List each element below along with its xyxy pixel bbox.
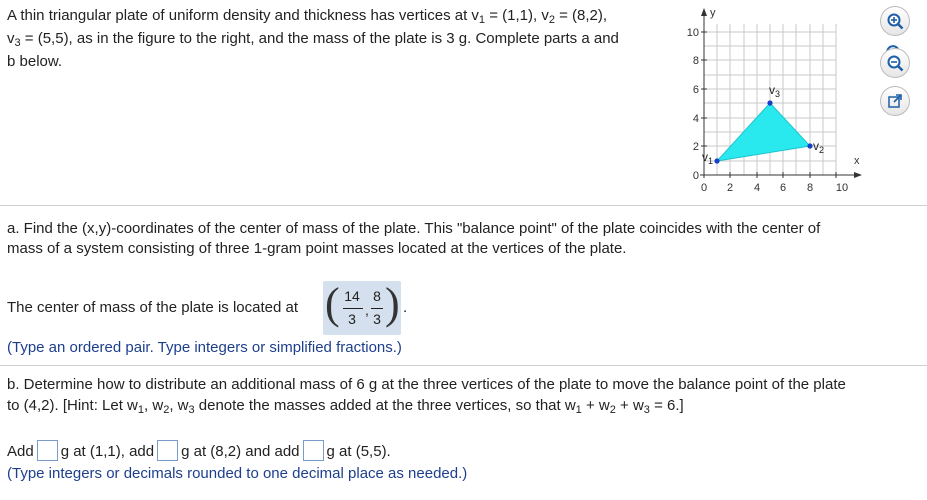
divider-middle: [0, 365, 927, 366]
problem-line-3: b below.: [7, 53, 63, 70]
y-tick-6: 6: [692, 84, 699, 96]
x-tick-2: 2: [726, 182, 734, 194]
part-b-line-2: to (4,2). [Hint: Let $w_1$, $w_2$, $w_3$ denote the masses added at the three vertices, so that $w_1 + w_2 + w_3 = 6$.]: [7, 397, 684, 416]
part-a-question: [7, 219, 922, 259]
vertex-v1-label: $v_1$: [702, 150, 714, 166]
popout-icon[interactable]: [880, 86, 910, 116]
answer-separator: ,: [365, 302, 369, 318]
x-fraction-bar: [343, 308, 363, 309]
y-denominator: 3: [373, 311, 381, 327]
x-tick-0: 0: [700, 182, 708, 194]
y-tick-8: 8: [692, 55, 699, 67]
y-tick-2: 2: [692, 141, 699, 153]
part-a-line-1: a. Find the (x,y)-coordinates of the center of mass of the plate. This "balance point" of the plate coincides with the center of: [7, 220, 821, 237]
x-tick-8: 8: [806, 182, 814, 194]
answer-period: .: [403, 299, 408, 316]
vertex-v3-label: $v_3$: [769, 83, 781, 99]
left-paren: (: [325, 279, 340, 328]
y-tick-10: 10: [686, 27, 699, 39]
part-b-hint: (Type integers or decimals rounded to one decimal place as needed.): [7, 465, 468, 482]
right-paren: ): [385, 279, 400, 328]
zoom-out-icon[interactable]: [880, 48, 910, 78]
mass-distribution-row: [7, 440, 391, 461]
x-tick-10: 10: [835, 182, 849, 194]
problem-statement: [7, 4, 687, 73]
x-axis-label: x: [854, 155, 860, 167]
y-axis-arrow: [701, 8, 707, 16]
problem-line-2: $v_3 = (5,5)$, as in the figure to the right, and the mass of the plate is 3 g. Complete parts a and: [7, 30, 619, 49]
x-tick-4: 4: [753, 182, 761, 194]
triangle-graph: [672, 0, 872, 200]
y-axis-label: y: [710, 7, 716, 19]
mass-input-v2[interactable]: [157, 440, 178, 461]
x-tick-6: 6: [779, 182, 787, 194]
part-b-line-1: b. Determine how to distribute an additional mass of 6 g at the three vertices of the plate to move the balance point of the plate: [7, 376, 846, 393]
vertex-v2-point: [807, 143, 812, 148]
problem-line-1: A thin triangular plate of uniform density and thickness has vertices at $v_1 = (1,1)$, $v_2 = (8,2)$,: [7, 7, 608, 26]
vertex-v3-point: [767, 100, 772, 105]
vertex-v1-point: [714, 158, 719, 163]
center-of-mass-answer[interactable]: [323, 281, 401, 335]
at-v2-label: g at (8,2) and add: [181, 443, 300, 460]
x-denominator: 3: [348, 311, 356, 327]
add-label: Add: [7, 443, 34, 460]
mass-input-v1[interactable]: [37, 440, 58, 461]
y-tick-0: 0: [692, 170, 699, 182]
part-a-hint: (Type an ordered pair. Type integers or simplified fractions.): [7, 339, 402, 356]
answer-label: The center of mass of the plate is located at: [7, 299, 298, 316]
at-v3-label: g at (5,5).: [326, 443, 391, 460]
x-axis-arrow: [854, 172, 862, 178]
part-a-line-2: mass of a system consisting of three 1-gram point masses located at the vertices of the plate.: [7, 240, 627, 257]
part-b-question: [7, 374, 922, 416]
vertex-v2-label: $v_2$: [813, 139, 825, 155]
y-fraction-bar: [371, 308, 383, 309]
divider-top: [0, 205, 927, 206]
y-tick-4: 4: [692, 113, 699, 125]
x-numerator: 14: [344, 288, 360, 304]
zoom-in-icon[interactable]: [880, 6, 910, 36]
at-v1-label: g at (1,1), add: [60, 443, 155, 460]
mass-input-v3[interactable]: [303, 440, 324, 461]
y-numerator: 8: [373, 288, 381, 304]
